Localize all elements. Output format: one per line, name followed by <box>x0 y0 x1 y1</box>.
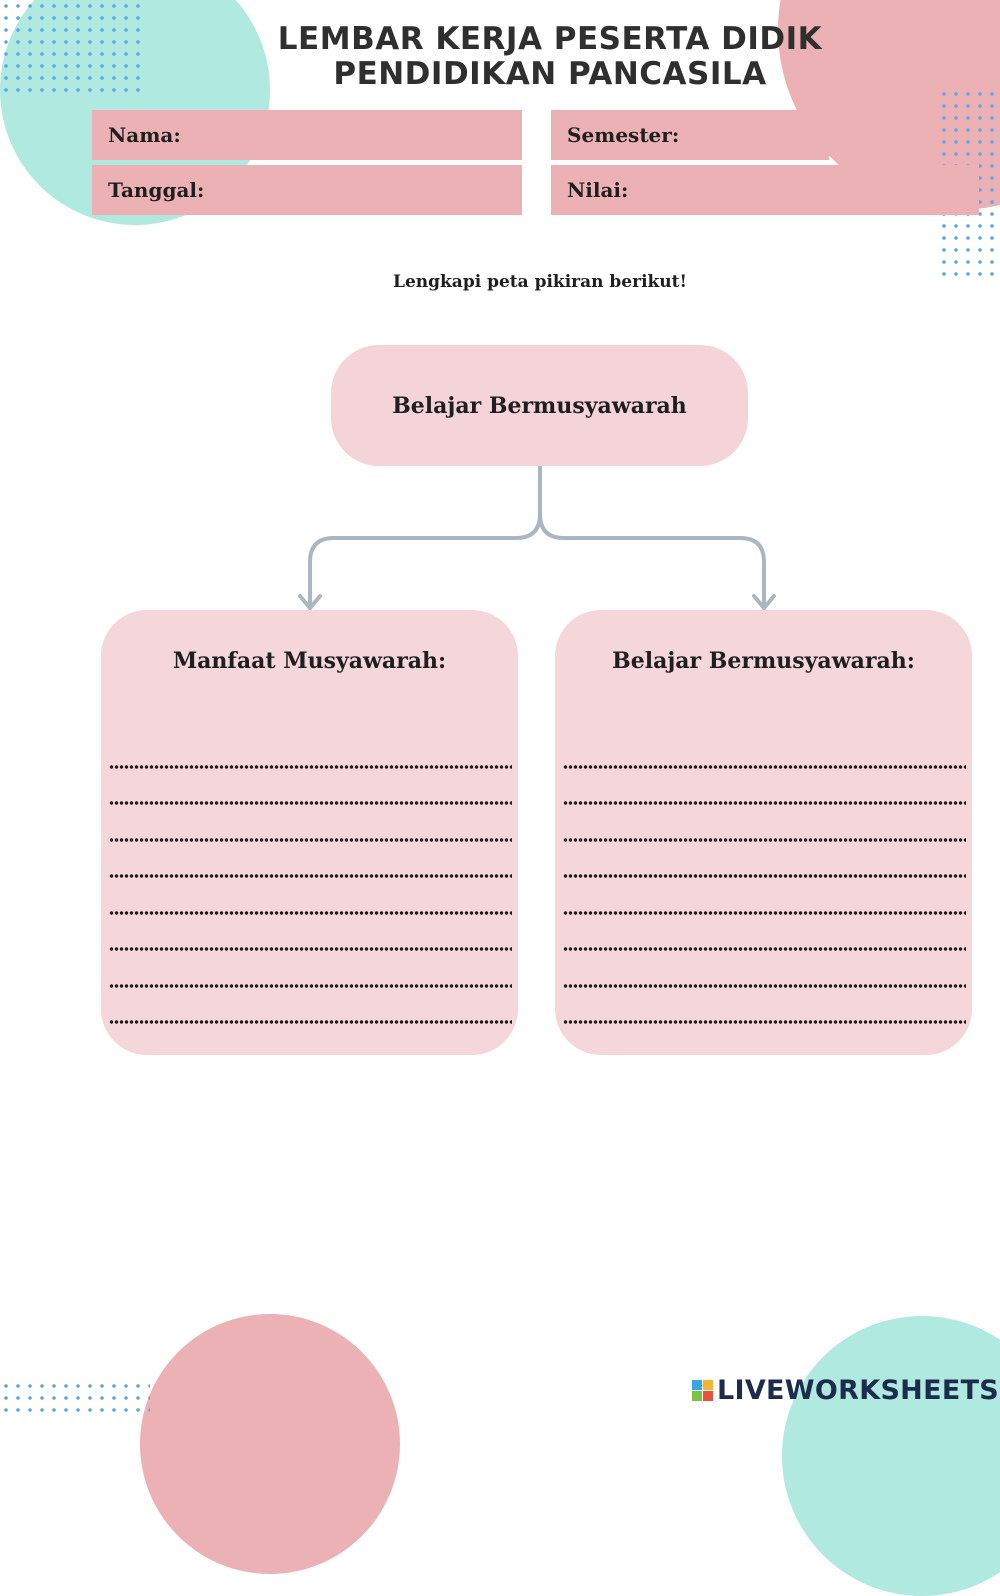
bermusyawarah-card <box>555 610 972 1055</box>
manfaat-card <box>101 610 518 1055</box>
bermusyawarah-answer-lines[interactable] <box>563 732 966 1024</box>
answer-line[interactable] <box>563 732 966 769</box>
manfaat-answer-lines[interactable] <box>109 732 512 1024</box>
answer-line[interactable] <box>109 915 512 952</box>
answer-line[interactable] <box>563 842 966 879</box>
answer-line[interactable] <box>109 805 512 842</box>
manfaat-title: Manfaat Musyawarah: <box>172 648 447 674</box>
tanggal-field[interactable] <box>92 165 522 215</box>
answer-line[interactable] <box>563 805 966 842</box>
dot-pattern-bottom-left <box>0 1380 150 1414</box>
answer-line[interactable] <box>109 842 512 879</box>
liveworksheets-icon <box>692 1380 713 1401</box>
answer-line[interactable] <box>109 988 512 1025</box>
answer-line[interactable] <box>109 732 512 769</box>
mindmap-main-node <box>331 345 748 466</box>
nilai-field[interactable] <box>551 165 979 215</box>
answer-line[interactable] <box>563 878 966 915</box>
semester-label: Semester: <box>567 123 680 147</box>
dot-pattern-top-left <box>0 0 140 100</box>
tanggal-label: Tanggal: <box>108 178 205 202</box>
answer-line[interactable] <box>563 915 966 952</box>
mindmap-main-label: Belajar Bermusyawarah <box>392 392 687 419</box>
bermusyawarah-title: Belajar Bermusyawarah: <box>612 648 915 674</box>
title-line-2: PENDIDIKAN PANCASILA <box>333 56 767 92</box>
teal-circle-bottom-right <box>782 1316 1000 1596</box>
semester-field[interactable] <box>551 110 829 160</box>
title-line-1: LEMBAR KERJA PESERTA DIDIK <box>277 21 823 57</box>
liveworksheets-logo[interactable] <box>692 1373 999 1407</box>
pink-circle-bottom <box>140 1314 400 1574</box>
answer-line[interactable] <box>563 951 966 988</box>
answer-line[interactable] <box>109 878 512 915</box>
nama-field[interactable] <box>92 110 522 160</box>
nilai-label: Nilai: <box>567 178 629 202</box>
nama-label: Nama: <box>108 123 181 147</box>
answer-line[interactable] <box>109 769 512 806</box>
answer-line[interactable] <box>109 951 512 988</box>
worksheet-title <box>240 22 860 92</box>
answer-line[interactable] <box>563 769 966 806</box>
mindmap-connector-arrows <box>290 466 790 616</box>
instruction-text: Lengkapi peta pikiran berikut! <box>393 272 687 292</box>
answer-line[interactable] <box>563 988 966 1025</box>
liveworksheets-logo-text: LIVEWORKSHEETS <box>717 1374 1000 1406</box>
